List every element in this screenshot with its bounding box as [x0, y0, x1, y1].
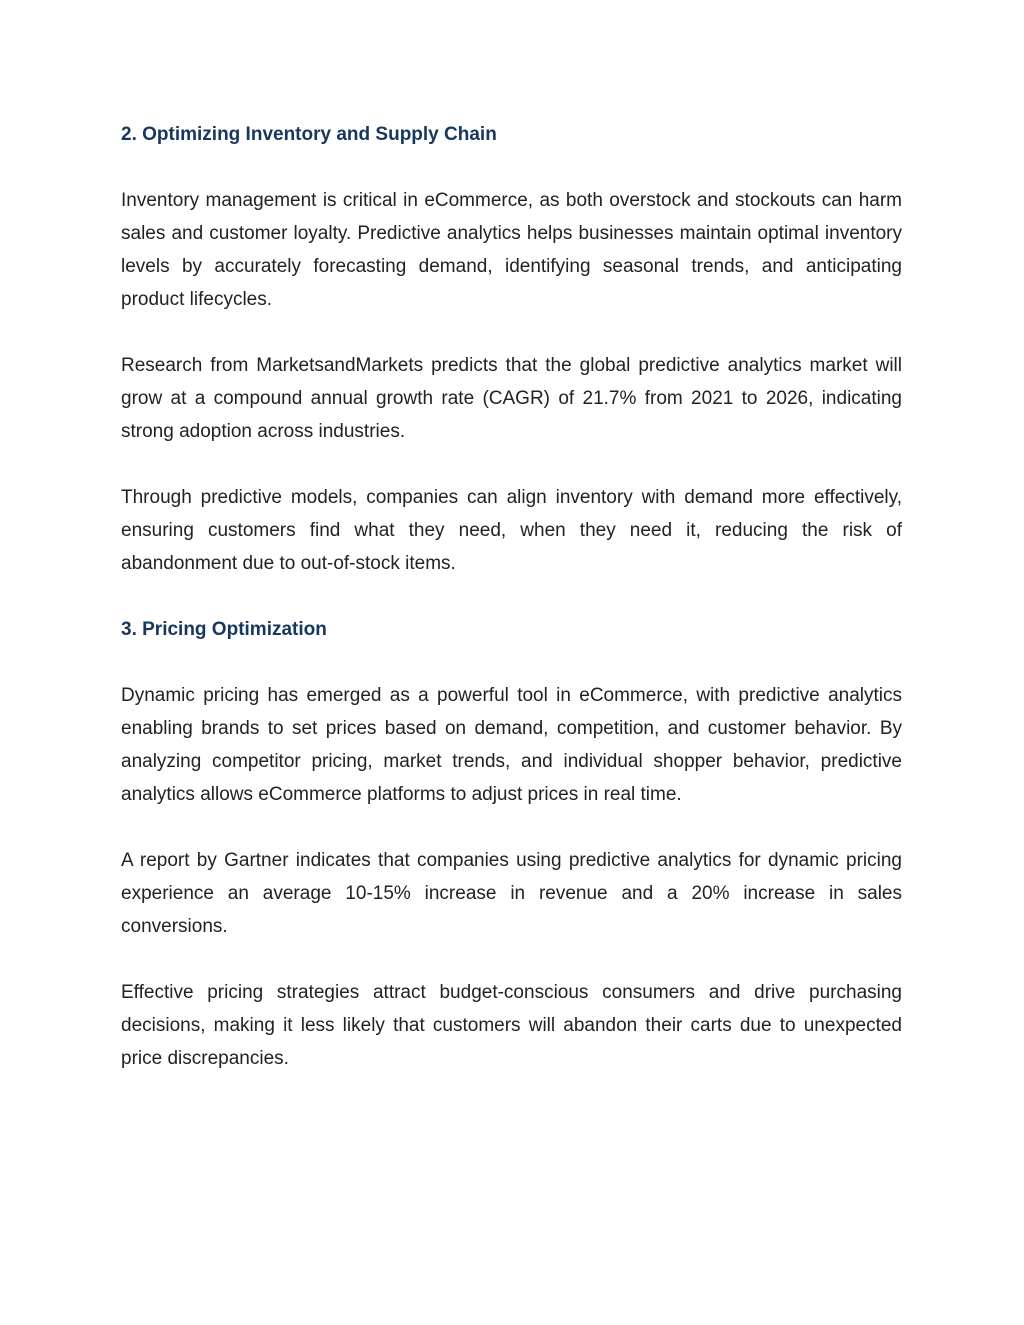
document-page — [121, 118, 902, 1108]
paragraph: Effective pricing strategies attract budget-conscious consumers and drive purchasing decisions, making it less likely that customers will abandon their carts due to unexpected price discrepancies. — [121, 982, 902, 1069]
paragraph: Dynamic pricing has emerged as a powerful tool in eCommerce, with predictive analytics enabling brands to set prices based on demand, competition, and customer behavior. By analyzing competitor pricing, market trends, and individual shopper behavior, predictive analytics allows eCommerce platforms to adjust prices in real time. — [121, 685, 902, 805]
section-heading-inventory: 2. Optimizing Inventory and Supply Chain — [121, 124, 497, 145]
paragraph: Through predictive models, companies can align inventory with demand more effectively, ensuring customers find what they need, when they need it, reducing the risk of abandonment due to out-of-stock items. — [121, 487, 902, 574]
paragraph: Research from MarketsandMarkets predicts that the global predictive analytics market will grow at a compound annual growth rate (CAGR) of 21.7% from 2021 to 2026, indicating strong adoption across industries. — [121, 355, 902, 442]
paragraph: Inventory management is critical in eCommerce, as both overstock and stockouts can harm sales and customer loyalty. Predictive analytics helps businesses maintain optimal inventory levels by accurately forecasting demand, identifying seasonal trends, and anticipating product lifecycles. — [121, 190, 902, 310]
paragraph: A report by Gartner indicates that companies using predictive analytics for dynamic pricing experience an average 10-15% increase in revenue and a 20% increase in sales conversions. — [121, 850, 902, 937]
section-heading-pricing: 3. Pricing Optimization — [121, 619, 327, 640]
